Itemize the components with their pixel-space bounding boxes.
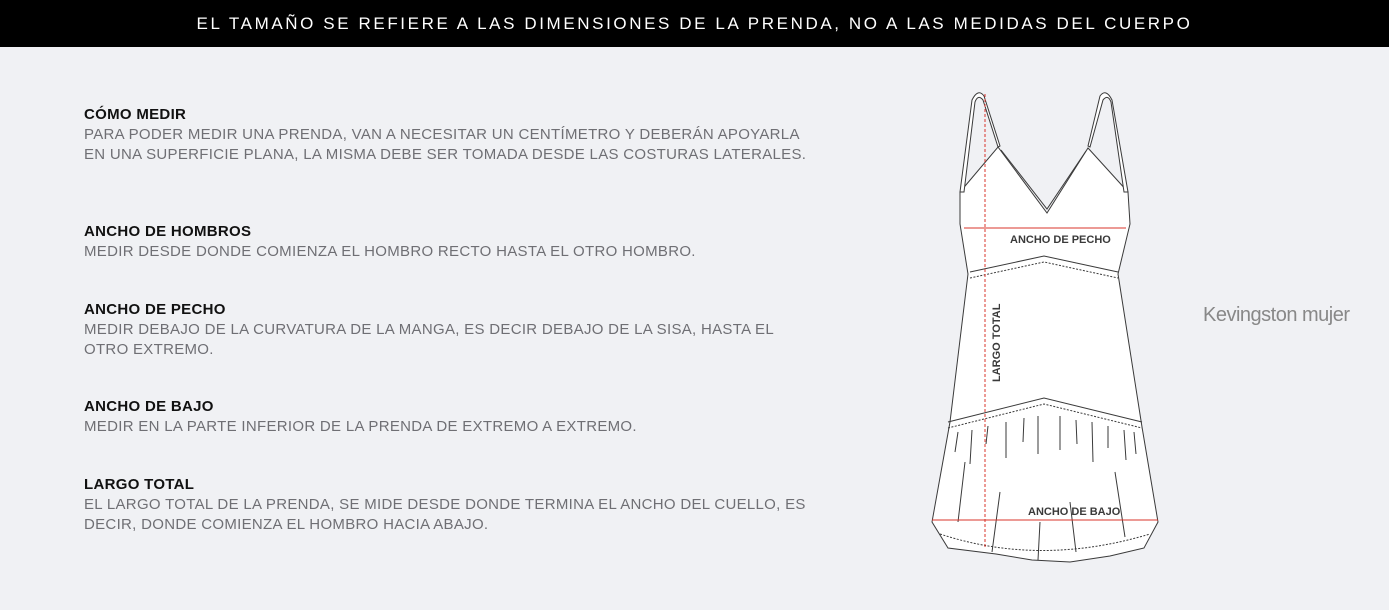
section-text	[84, 320, 864, 359]
section-ancho-de-hombros	[84, 222, 864, 262]
brand-label: Kevingston mujer	[1203, 304, 1350, 326]
label-chest: ANCHO DE PECHO	[1010, 234, 1111, 246]
section-largo-total	[84, 475, 864, 534]
section-como-medir	[84, 105, 864, 164]
section-text-line: OTRO EXTREMO.	[84, 340, 214, 358]
section-text	[84, 417, 864, 437]
top-banner	[0, 0, 1389, 47]
section-text-line: PARA PODER MEDIR UNA PRENDA, VAN A NECESITAR UN CENTÍMETRO Y DEBERÁN APOYARLA	[84, 126, 800, 143]
section-text-line: MEDIR DESDE DONDE COMIENZA EL HOMBRO RECTO HASTA EL OTRO HOMBRO.	[84, 243, 696, 260]
section-text-line: MEDIR DEBAJO DE LA CURVATURA DE LA MANGA, ES DECIR DEBAJO DE LA SISA, HASTA EL	[84, 321, 774, 338]
section-text	[84, 242, 864, 262]
label-length: LARGO TOTAL	[991, 303, 1003, 382]
banner-text: EL TAMAÑO SE REFIERE A LAS DIMENSIONES DE LA PRENDA, NO A LAS MEDIDAS DEL CUERPO	[196, 13, 1193, 33]
section-title: ANCHO DE PECHO	[84, 301, 226, 318]
dress-illustration	[920, 82, 1170, 572]
section-text-line: DECIR, DONDE COMIENZA EL HOMBRO HACIA ABAJO.	[84, 515, 489, 533]
section-text-line: EL LARGO TOTAL DE LA PRENDA, SE MIDE DESDE DONDE TERMINA EL ANCHO DEL CUELLO, ES	[84, 496, 806, 513]
section-title: ANCHO DE BAJO	[84, 398, 214, 415]
dress-body	[932, 147, 1158, 562]
section-text	[84, 125, 864, 164]
section-text-line: EN UNA SUPERFICIE PLANA, LA MISMA DEBE SER TOMADA DESDE LAS COSTURAS LATERALES.	[84, 145, 807, 163]
section-text	[84, 495, 864, 534]
section-ancho-de-bajo	[84, 397, 864, 437]
section-title: CÓMO MEDIR	[84, 106, 187, 123]
section-text-line: MEDIR EN LA PARTE INFERIOR DE LA PRENDA DE EXTREMO A EXTREMO.	[84, 418, 637, 435]
label-hem: ANCHO DE BAJO	[1028, 506, 1121, 518]
section-ancho-de-pecho	[84, 300, 864, 359]
section-title: LARGO TOTAL	[84, 476, 195, 493]
dress-measurement-diagram	[920, 82, 1170, 572]
section-title: ANCHO DE HOMBROS	[84, 223, 252, 240]
